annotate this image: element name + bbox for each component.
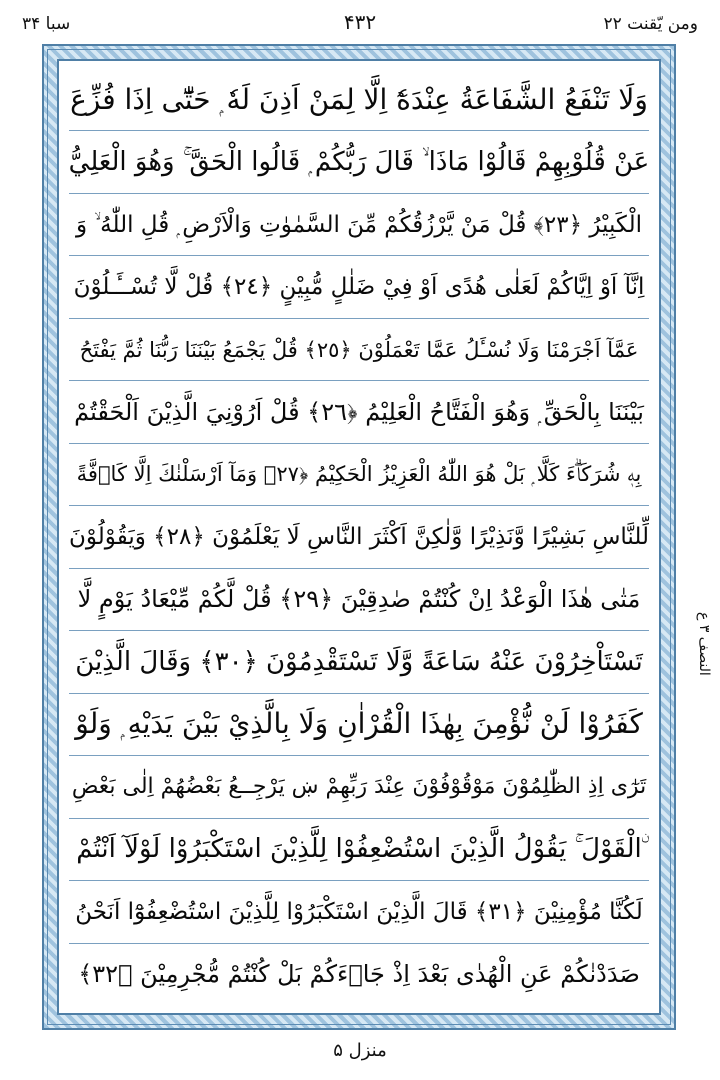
verse-line-13: ۨالْقَوْلَ ۚ يَقُوْلُ الَّذِيْنَ اسْتُضْعِفُوْا لِلَّذِيْنَ اسْتَكْبَرُوْا لَوْلَآ اَنْتُمْ [69,819,649,881]
juz-label: ومن يّقنت ۲۲ [603,14,698,34]
verse-line-15: صَدَدْنٰكُمْ عَنِ الْهُدٰى بَعْدَ اِذْ جَاۗءَكُمْ بَلْ كُنْتُمْ مُّجْرِمِيْنَ ﴿٣٢﴾ [78,960,640,989]
text-panel [57,59,661,1015]
verse-line-3: الْكَبِيْرُ ﴿٢٣﴾ قُلْ مَنْ يَّرْزُقُكُمْ مِّنَ السَّمٰوٰتِ وَالْاَرْضِ ۭ قُلِ اللّٰهُ ۙ وَ [69,194,649,256]
verse-line-7: بِهٖ شُرَكَاۗءَ كَلَّا ۭ بَلْ هُوَ اللّٰهُ الْعَزِيْزُ الْحَكِيْمُ ﴿٢٧﴾ وَمَآ اَرْسَلْنٰكَ اِلَّا كَاۗفَّةً [69,444,649,506]
verse-lines [69,69,649,1005]
verse-line-9: مَتٰى هٰذَا الْوَعْدُ اِنْ كُنْتُمْ صٰدِقِيْنَ ﴿٢٩﴾ قُلْ لَّكُمْ مِّيْعَادُ يَوْمٍ لَّا [69,569,649,631]
page-header [0,0,720,48]
margin-ruku-marker: النصف ۳ ع [696,612,712,676]
verse-line-11: كَفَرُوْا لَنْ نُّؤْمِنَ بِھٰذَا الْقُرْاٰنِ وَلَا بِالَّذِيْ بَيْنَ يَدَيْهِ ۭ وَلَوْ [69,694,649,756]
verse-line-10: تَسْتَاْخِرُوْنَ عَنْهُ سَاعَةً وَّلَا تَسْتَقْدِمُوْنَ ﴿٣٠﴾ وَقَالَ الَّذِيْنَ [69,631,649,693]
verse-line-12: تَرٰٓى اِذِ الظّٰلِمُوْنَ مَوْقُوْفُوْنَ عِنْدَ رَبِّهِمْ ښ يَرْجِــعُ بَعْضُهُمْ اِلٰى بَعْضِ [69,756,649,818]
verse-line-8: لِّلنَّاسِ بَشِيْرًا وَّنَذِيْرًا وَّلٰكِنَّ اَكْثَرَ النَّاسِ لَا يَعْلَمُوْنَ ﴿٢٨﴾ وَيَقُوْلُوْنَ [69,506,649,568]
surah-label: سبا ۳۴ [22,14,71,34]
page-number: ۴۳۲ [343,10,377,34]
verse-line-5: عَمَّآ اَجْرَمْنَا وَلَا نُسْـَٔلُ عَمَّا تَعْمَلُوْنَ ﴿٢٥﴾ قُلْ يَجْمَعُ بَيْنَنَا رَبُّنَا ثُمَّ يَفْتَحُ [69,319,649,381]
verse-line-14: لَكُنَّا مُؤْمِنِيْنَ ﴿٣١﴾ قَالَ الَّذِيْنَ اسْتَكْبَرُوْا لِلَّذِيْنَ اسْتُضْعِفُوْٓا اَنَحْنُ [69,881,649,943]
verse-line-4: اِنَّآ اَوْ اِيَّاكُمْ لَعَلٰى هُدًى اَوْ فِيْ ضَلٰلٍ مُّبِيْنٍ ﴿٢٤﴾ قُلْ لَّا تُسْــَٔـلُوْنَ [69,256,649,318]
verse-line-6: بَيْنَنَا بِالْحَقِّ ۭ وَهُوَ الْفَتَّاحُ الْعَلِيْمُ ﴿٢٦﴾ قُلْ اَرُوْنِيَ الَّذِيْنَ اَلْحَقْتُمْ [69,381,649,443]
manzil-footer: منزل ۵ [333,1040,387,1061]
verse-line-1: وَلَا تَنْفَعُ الشَّفَاعَةُ عِنْدَهٗٓ اِلَّا لِمَنْ اَذِنَ لَهٗ ۭ حَتّٰٓى اِذَا فُزِّعَ [69,69,649,131]
decorative-border [42,44,676,1030]
verse-line-2: عَنْ قُلُوْبِهِمْ قَالُوْا مَاذَا ۙ قَالَ رَبُّكُمْ ۭ قَالُوا الْحَقَّ ۚ وَهُوَ الْعَلِيُّ [69,131,649,193]
